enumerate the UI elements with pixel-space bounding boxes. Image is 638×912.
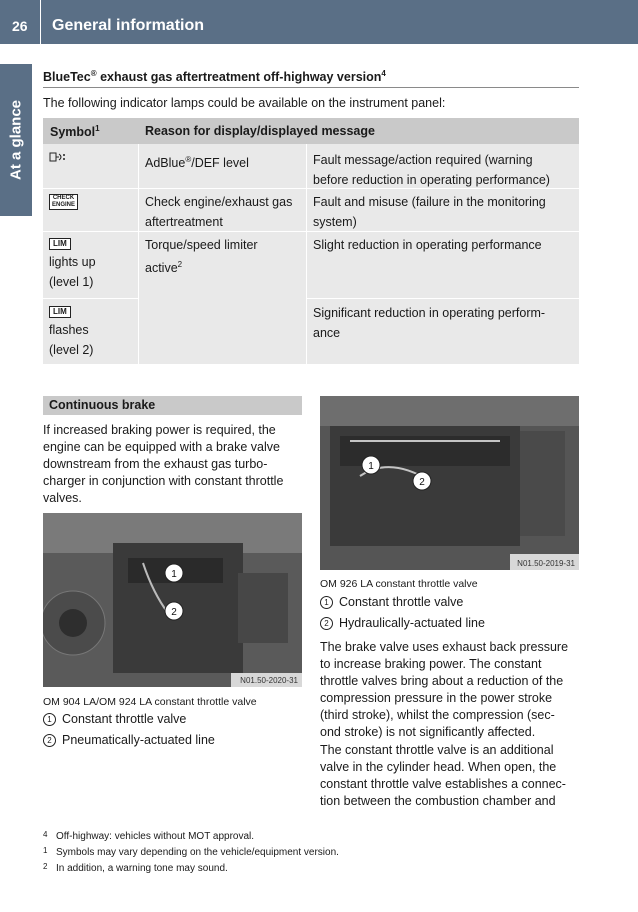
header-reason: Reason for display/displayed message — [145, 124, 375, 138]
reason-limiter: Torque/speed limiter active$^2$ — [145, 238, 258, 276]
header-symbol: Symbol$^1$ — [50, 124, 100, 140]
photo2-legend-item: 1 Constant throttle valve — [320, 595, 463, 609]
photo1-legend-item: 2 Pneumatically-actuated line — [43, 733, 215, 747]
footnote: 2 In addition, a warning tone may sound. — [43, 862, 228, 874]
symbol-state: lights up — [49, 255, 96, 269]
side-tab — [0, 64, 32, 216]
engine-illustration — [320, 396, 579, 570]
title-rule — [43, 87, 579, 88]
table-row — [49, 300, 93, 360]
col-divider — [138, 144, 139, 364]
title-registered-mark: ® — [90, 69, 97, 78]
table-row — [49, 190, 78, 212]
lim-lamp-icon: LIM — [49, 238, 71, 250]
engine-photo-om926 — [320, 396, 579, 570]
reason-check-engine: Check engine/exhaust gas aftertreatment — [145, 195, 293, 229]
photo1-legend-item: 1 Constant throttle valve — [43, 712, 186, 726]
intro-text: The following indicator lamps could be available on the instrument panel: — [43, 96, 446, 110]
symbol-level: (level 2) — [49, 343, 94, 357]
page-header — [0, 0, 638, 44]
table-header — [43, 118, 579, 144]
col-divider — [306, 144, 307, 364]
footnote: 4 Off-highway: vehicles without MOT approval. — [43, 830, 255, 842]
svg-text:2: 2 — [419, 477, 425, 488]
throttle-valve-text: The constant throttle valve is an additional valve in the cylinder head. When open, the constant throttle valve establishes a connec- tion between the combustion chamber and — [320, 743, 566, 808]
title-brand: BlueTec — [43, 70, 91, 85]
svg-text:2: 2 — [171, 607, 177, 618]
symbol-state: flashes — [49, 323, 89, 337]
header-separator — [40, 0, 41, 44]
photo-code: N01.50-2020-31 — [240, 676, 298, 685]
photo-code: N01.50-2019-31 — [517, 559, 575, 568]
symbol-level: (level 1) — [49, 275, 94, 289]
title-footnote-ref: 4 — [381, 69, 386, 78]
table-row — [49, 232, 96, 292]
svg-text:1: 1 — [368, 461, 374, 472]
page-number: 26 — [12, 18, 28, 34]
engine-illustration — [43, 513, 302, 687]
row-divider — [306, 298, 579, 299]
message-limiter-level2: Significant reduction in operating perform- ance — [313, 306, 546, 340]
table-row — [49, 148, 67, 170]
message-adblue: Fault message/action required (warning before reduction in operating performance) — [313, 153, 550, 187]
check-engine-lamp-icon: CHECK ENGINE — [49, 194, 78, 210]
svg-text:1: 1 — [171, 569, 177, 580]
continuous-brake-heading: Continuous brake — [43, 396, 302, 415]
photo2-legend-item: 2 Hydraulically-actuated line — [320, 616, 485, 630]
row-divider — [43, 298, 138, 299]
message-limiter-level1: Slight reduction in operating performance — [313, 238, 542, 252]
brake-valve-text: The brake valve uses exhaust back pressure to increase braking power. The constant throttle valves bring about a reduction of the compression pressure in the power stroke (third stroke), whilst the compression (sec- ond stroke) is not significantly affected. — [320, 640, 569, 739]
reason-adblue: AdBlue®/DEF level — [145, 155, 249, 171]
indicator-lamp-table — [43, 118, 579, 364]
message-check-engine: Fault and misuse (failure in the monitoring system) — [313, 195, 546, 229]
side-tab-label: At a glance — [7, 99, 25, 181]
photo2-caption: OM 926 LA constant throttle valve — [320, 578, 478, 590]
footnote: 1 Symbols may vary depending on the vehicle/equipment version. — [43, 846, 339, 858]
adblue-lamp-icon — [49, 150, 67, 164]
continuous-brake-text: If increased braking power is required, the engine can be equipped with a brake valve downstream from the exhaust gas turbo- charger in conjunction with constant throttle valves. — [43, 423, 284, 505]
title-text: exhaust gas aftertreatment off-highway version — [96, 70, 382, 85]
chapter-title: General information — [52, 17, 205, 34]
engine-photo-om904 — [43, 513, 302, 687]
section-title — [43, 69, 386, 84]
lim-lamp-icon: LIM — [49, 306, 71, 318]
photo1-caption: OM 904 LA/OM 924 LA constant throttle valve — [43, 696, 257, 708]
